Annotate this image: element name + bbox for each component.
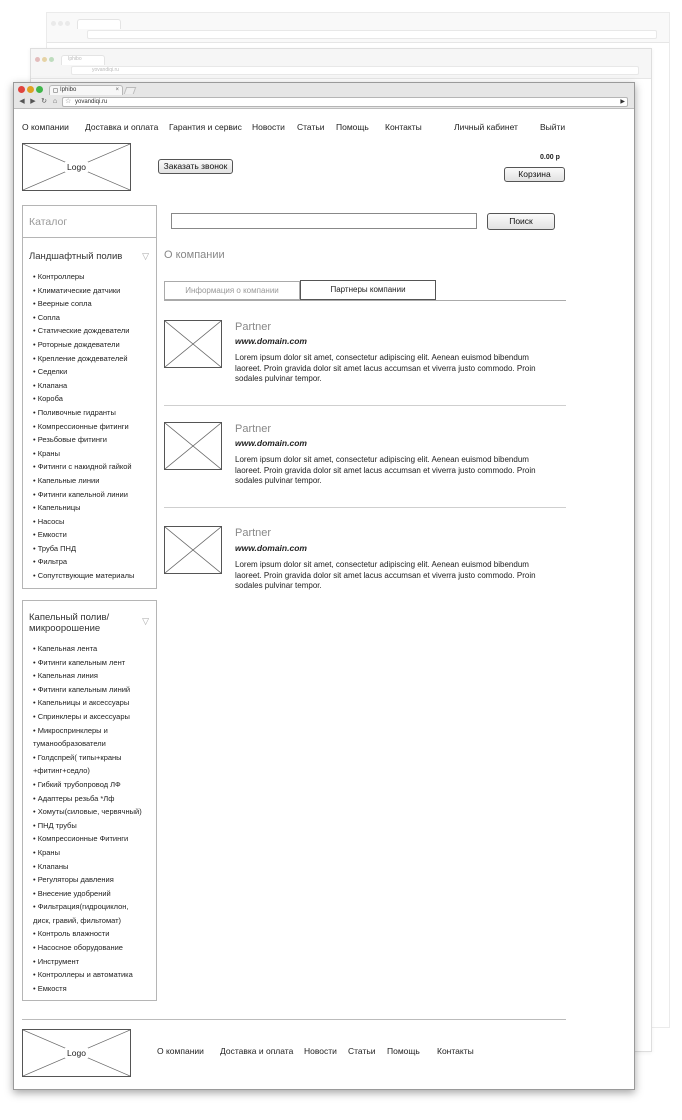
background-url-bar bbox=[87, 30, 657, 39]
partner-description: Lorem ipsum dolor sit amet, consectetur adipiscing elit. Aenean euismod bibendum laoreet. Proin gravida dolor sit amet lacus accumsan et viverra justo commodo. Proin sodales pulvinar tempor. bbox=[235, 353, 536, 383]
sidebar-list-item[interactable]: • Сопла bbox=[33, 312, 60, 322]
partner-domain-link[interactable]: www.domain.com bbox=[235, 543, 307, 553]
placeholder-image-icon bbox=[165, 423, 221, 469]
sidebar-list-item[interactable]: • Короба bbox=[33, 394, 63, 404]
sidebar-list-item[interactable]: • Микроспринклеры и bbox=[33, 725, 108, 735]
footer-logo[interactable] bbox=[22, 1029, 131, 1077]
window-dot-icon bbox=[49, 57, 54, 62]
browser-window bbox=[13, 82, 635, 1090]
sidebar-list-item[interactable]: • Адаптеры резьба *Лф bbox=[33, 793, 115, 803]
partner-description: Lorem ipsum dolor sit amet, consectetur adipiscing elit. Aenean euismod bibendum laoreet. Proin gravida dolor sit amet lacus accumsan et viverra justo commodo. Proin sodales pulvinar tempor. bbox=[235, 455, 536, 485]
partner-domain-link[interactable]: www.domain.com bbox=[235, 336, 307, 346]
sidebar-list-item[interactable]: • Компрессионные фитинги bbox=[33, 421, 129, 431]
sidebar-list-item[interactable]: • Фильтрация(гидроциклон, bbox=[33, 902, 129, 912]
favicon-icon bbox=[53, 88, 58, 93]
footer-logo-text: Logo bbox=[67, 1048, 86, 1058]
sidebar-list-item[interactable]: • Капельные линии bbox=[33, 475, 100, 485]
sidebar-list-item[interactable]: • Контроль влажности bbox=[33, 929, 110, 939]
browser-tab[interactable] bbox=[49, 85, 123, 95]
sidebar-list-item[interactable]: • Поливочные гидранты bbox=[33, 407, 116, 417]
background-tab bbox=[77, 19, 121, 29]
sidebar-list-item[interactable]: • Насосы bbox=[33, 516, 65, 526]
footer-nav-news[interactable]: Новости bbox=[304, 1046, 337, 1056]
partner-separator bbox=[164, 405, 566, 406]
topnav-logout[interactable]: Выйти bbox=[540, 122, 566, 132]
topnav-delivery[interactable]: Доставка и оплата bbox=[85, 122, 159, 132]
page-title: О компании bbox=[164, 249, 225, 261]
topnav-articles[interactable]: Статьи bbox=[297, 122, 325, 132]
sidebar-list-item[interactable]: • Клапана bbox=[33, 380, 68, 390]
window-dot-icon bbox=[58, 21, 63, 26]
footer-nav-articles[interactable]: Статьи bbox=[348, 1046, 376, 1056]
sidebar-list-item[interactable]: • Крепление дождевателей bbox=[33, 353, 128, 363]
partner-image bbox=[164, 422, 222, 470]
section-items-landscape bbox=[23, 270, 156, 583]
cart-total: 0.00 р bbox=[540, 154, 560, 161]
sidebar-list-item[interactable]: • Контроллеры bbox=[33, 272, 85, 281]
sidebar-list-item[interactable]: • Фитинги капельным линий bbox=[33, 684, 131, 694]
go-arrow-icon[interactable]: ▶ bbox=[620, 99, 625, 105]
partner-name: Partner bbox=[235, 423, 272, 435]
sidebar-list-item[interactable]: • Емкости bbox=[33, 530, 67, 540]
sidebar-list-item[interactable]: • Контроллеры и автоматика bbox=[33, 970, 133, 980]
footer-nav-contacts[interactable]: Контакты bbox=[437, 1046, 474, 1056]
sidebar-list-item[interactable]: • Инструмент bbox=[33, 956, 80, 966]
close-tab-icon[interactable]: × bbox=[115, 87, 119, 93]
section-title-drip[interactable] bbox=[23, 601, 156, 642]
window-dot-icon bbox=[51, 21, 56, 26]
logo[interactable] bbox=[22, 143, 131, 191]
sidebar-list-item[interactable]: • Гибкий трубопровод ЛФ bbox=[33, 779, 121, 789]
section-title-line2: микроорошение bbox=[29, 623, 101, 634]
browser-tab-title: Iphibo bbox=[60, 87, 77, 93]
sidebar-list-item[interactable]: • Насосное оборудование bbox=[33, 943, 123, 953]
collapse-triangle-icon[interactable]: ▽ bbox=[142, 251, 149, 261]
address-bar[interactable] bbox=[62, 97, 628, 107]
forward-arrow-icon[interactable]: ▶ bbox=[30, 98, 36, 105]
logo-text: Logo bbox=[67, 162, 86, 172]
sidebar-list-item[interactable]: • Краны bbox=[33, 847, 60, 857]
sidebar-list-item[interactable]: • Статические дождеватели bbox=[33, 326, 130, 336]
topnav-account[interactable]: Личный кабинет bbox=[454, 122, 518, 132]
partner-name: Partner bbox=[235, 527, 272, 539]
window-dot-icon bbox=[42, 57, 47, 62]
browser-nav-buttons bbox=[18, 97, 59, 107]
sidebar-list-item[interactable]: • Труба ПНД bbox=[33, 543, 77, 553]
tabs-divider bbox=[164, 300, 566, 301]
top-navigation bbox=[22, 122, 617, 136]
topnav-about[interactable]: О компании bbox=[22, 122, 69, 132]
sidebar-list-item[interactable]: • Капельницы и аксессуары bbox=[33, 698, 130, 708]
tab-partners[interactable]: Партнеры компании bbox=[300, 280, 436, 300]
footer-nav-help[interactable]: Помощь bbox=[387, 1046, 420, 1056]
sidebar-list-item[interactable]: • Климатические датчики bbox=[33, 285, 121, 295]
collapse-triangle-icon[interactable]: ▽ bbox=[142, 616, 149, 626]
partner-name: Partner bbox=[235, 321, 272, 333]
sidebar-list-item[interactable]: туманообразователи bbox=[33, 739, 106, 749]
partner-description: Lorem ipsum dolor sit amet, consectetur adipiscing elit. Aenean euismod bibendum laoreet. Proin gravida dolor sit amet lacus accumsan et viverra justo commodo. Proin sodales pulvinar tempor. bbox=[235, 560, 536, 590]
topnav-news[interactable]: Новости bbox=[252, 122, 285, 132]
topnav-warranty[interactable]: Гарантия и сервис bbox=[169, 122, 242, 132]
footer-nav-delivery[interactable]: Доставка и оплата bbox=[220, 1046, 294, 1056]
sidebar-list-item[interactable]: • Емкостя bbox=[33, 983, 67, 993]
sidebar-list-item[interactable]: • Сопутствующие материалы bbox=[33, 571, 135, 581]
sidebar-list-item[interactable]: • Фитинги с накидной гайкой bbox=[33, 462, 132, 472]
background-window-toolbar bbox=[47, 13, 669, 43]
sidebar-list-item[interactable]: • Капельная лента bbox=[33, 644, 98, 653]
callback-button[interactable]: Заказать звонок bbox=[158, 159, 233, 174]
background-window-toolbar bbox=[31, 49, 651, 79]
section-items-drip bbox=[23, 642, 156, 995]
sidebar-list-item[interactable]: • Внесение удобрений bbox=[33, 888, 111, 898]
sidebar-list-item[interactable]: • Фитинги капельной линии bbox=[33, 489, 128, 499]
bookmark-star-icon[interactable]: ☆ bbox=[65, 98, 72, 105]
page-content bbox=[14, 109, 634, 1089]
back-arrow-icon[interactable]: ◀ bbox=[19, 98, 25, 105]
home-icon[interactable]: ⌂ bbox=[52, 98, 58, 105]
sidebar-list-item[interactable]: • Роторные дождеватели bbox=[33, 339, 120, 349]
browser-chrome bbox=[14, 83, 634, 109]
placeholder-image-icon bbox=[165, 321, 221, 367]
sidebar-list-item[interactable]: • Спринклеры и аксессуары bbox=[33, 711, 130, 721]
partner-image bbox=[164, 320, 222, 368]
sidebar-list-item[interactable]: • Клапаны bbox=[33, 861, 69, 871]
search-input[interactable] bbox=[171, 213, 477, 229]
section-title-line1: Капельный полив/ bbox=[29, 612, 110, 623]
sidebar-list-item[interactable]: • Фильтра bbox=[33, 557, 68, 567]
sidebar-list-item[interactable]: • Регуляторы давления bbox=[33, 875, 114, 885]
sidebar-list-item[interactable]: • Хомуты(силовые, червячный) bbox=[33, 807, 142, 817]
sidebar-list-item[interactable]: • Фитинги капельным лент bbox=[33, 657, 126, 667]
topnav-contacts[interactable]: Контакты bbox=[385, 122, 422, 132]
sidebar-list-item[interactable]: • Краны bbox=[33, 448, 60, 458]
sidebar-list-item[interactable]: • Компрессионные Фитинги bbox=[33, 834, 129, 844]
catalog-panel bbox=[22, 205, 157, 589]
window-dot-icon bbox=[65, 21, 70, 26]
maximize-window-icon[interactable] bbox=[36, 86, 43, 93]
sidebar-list-item[interactable]: +фитинг+седло) bbox=[33, 766, 90, 776]
cart-button[interactable]: Корзина bbox=[504, 167, 565, 182]
sidebar-list-item[interactable]: • Капельная линия bbox=[33, 671, 98, 681]
background-url-bar: yovandiqi.ru bbox=[71, 66, 639, 75]
close-window-icon[interactable] bbox=[18, 86, 25, 93]
reload-icon[interactable]: ↻ bbox=[41, 98, 47, 105]
sidebar-list-item[interactable]: • Резьбовые фитинги bbox=[33, 435, 107, 445]
sidebar-list-item[interactable]: • Веерные сопла bbox=[33, 299, 92, 309]
window-dot-icon bbox=[35, 57, 40, 62]
search-button[interactable]: Поиск bbox=[487, 213, 555, 230]
placeholder-image-icon bbox=[165, 527, 221, 573]
sidebar-list-item[interactable]: • Голдспрей( типы+краны bbox=[33, 752, 122, 762]
footer-nav-about[interactable]: О компании bbox=[157, 1046, 204, 1056]
minimize-window-icon[interactable] bbox=[27, 86, 34, 93]
topnav-help[interactable]: Помощь bbox=[336, 122, 369, 132]
new-tab-button[interactable] bbox=[124, 87, 137, 94]
sidebar-list-item[interactable]: • ПНД трубы bbox=[33, 820, 77, 830]
section-title-text: Ландшафтный полив bbox=[29, 251, 123, 262]
background-tab: Iphibo bbox=[61, 55, 105, 65]
sidebar-list-item[interactable]: • Седелки bbox=[33, 367, 68, 377]
tab-company-info[interactable]: Информация о компании bbox=[164, 281, 300, 300]
section-title-landscape[interactable] bbox=[23, 238, 156, 270]
sidebar-list-item[interactable]: • Капельницы bbox=[33, 503, 81, 513]
partner-image bbox=[164, 526, 222, 574]
drip-panel bbox=[22, 600, 157, 1001]
catalog-title: Каталог bbox=[23, 206, 156, 238]
sidebar-list-item[interactable]: диск, гравий, фильтомат) bbox=[33, 915, 122, 925]
footer-divider bbox=[22, 1019, 566, 1020]
partner-separator bbox=[164, 507, 566, 508]
address-bar-url: yovandiqi.ru bbox=[75, 99, 108, 105]
partner-domain-link[interactable]: www.domain.com bbox=[235, 438, 307, 448]
